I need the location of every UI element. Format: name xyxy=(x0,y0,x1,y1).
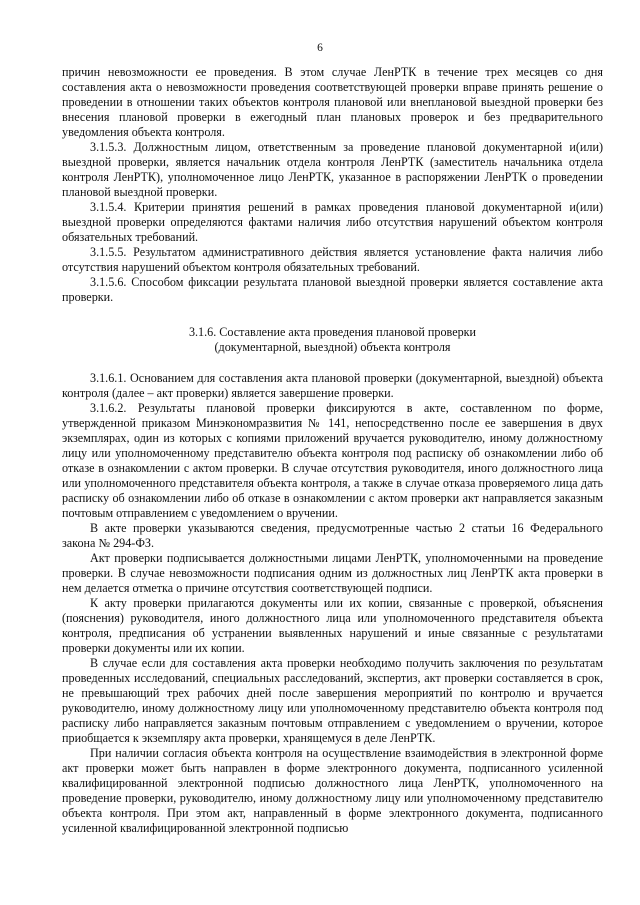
paragraph: 3.1.5.3. Должностным лицом, ответственным за проведение плановой документарной и(или) выездной проверки, является начальник отдела контроля ЛенРТК (заместитель начальника отдела контроля ЛенРТК), уполномоченное лицо ЛенРТК, указанное в распоряжении ЛенРТК о проведении плановой выездной проверки. xyxy=(62,140,603,199)
paragraph: В акте проверки указываются сведения, предусмотренные частью 2 статьи 16 Федерального закона № 294-ФЗ. xyxy=(62,521,603,550)
paragraph: 3.1.6.1. Основанием для составления акта плановой проверки (документарной, выездной) объекта контроля (далее – акт проверки) является завершение проверки. xyxy=(62,371,603,400)
paragraph: причин невозможности ее проведения. В этом случае ЛенРТК в течение трех месяцев со дня составления акта о невозможности проведения соответствующей проверки вправе принять решение о проведении в отношении таких объектов контроля плановой или внеплановой выездной проверки без внесения плановой проверки в ежегодный план плановых проверок и без предварительного уведомления объекта контроля. xyxy=(62,65,603,139)
paragraph: При наличии согласия объекта контроля на осуществление взаимодействия в электронной форме акт проверки может быть направлен в форме электронного документа, подписанного усиленной квалифицированной электронной подписью должностного лица ЛенРТК, уполномоченного на проведение проверки, руководителю, иному должностному лицу или уполномоченному представителю объекта контроля. При этом акт, направленный в форме электронного документа, подписанного усиленной квалифицированной электронной подписью xyxy=(62,746,603,835)
paragraph: 3.1.5.5. Результатом административного действия является установление факта наличия либо отсутствия нарушений объектом контроля обязательных требований. xyxy=(62,245,603,274)
paragraph: 3.1.5.6. Способом фиксации результата плановой выездной проверки является составление акта проверки. xyxy=(62,275,603,304)
paragraph: 3.1.6.2. Результаты плановой проверки фиксируются в акте, составленном по форме, утвержденной приказом Минэкономразвития № 141, непосредственно после ее завершения в двух экземплярах, один из которых с копиями приложений вручается руководителю, иному должностному лицу или уполномоченному представителю объекта контроля под расписку об ознакомлении либо об отказе в ознакомлении с актом проверки. В случае отсутствия руководителя, иного должностного лица или уполномоченного представителя объекта контроля, а также в случае отказа проверяемого лица дать расписку об ознакомлении либо об отказе в ознакомлении с актом проверки акт направляется заказным почтовым отправлением с уведомлением о вручении. xyxy=(62,401,603,520)
section-heading xyxy=(62,325,603,355)
paragraph: Акт проверки подписывается должностными лицами ЛенРТК, уполномоченными на проведение проверки. В случае невозможности подписания одним из должностных лиц ЛенРТК акта проверки в нем делается отметка о причине отсутствия соответствующей подписи. xyxy=(62,551,603,595)
paragraph: К акту проверки прилагаются документы или их копии, связанные с проверкой, объяснения (пояснения) руководителя, иного должностного лица или уполномоченного представителя объекта контроля, предписания об устранении выявленных нарушений и иные связанные с результатами проверки документы или их копии. xyxy=(62,596,603,655)
paragraph: 3.1.5.4. Критерии принятия решений в рамках проведения плановой документарной и(или) выездной проверки определяются фактами наличия либо отсутствия нарушений объектом контроля обязательных требований. xyxy=(62,200,603,244)
paragraph: В случае если для составления акта проверки необходимо получить заключения по результатам проведенных исследований, специальных расследований, экспертиз, акт проверки составляется в срок, не превышающий трех рабочих дней после завершения мероприятий по контролю и вручается руководителю, иному должностному лицу или уполномоченному представителю объекта контроля под расписку либо направляется заказным почтовым отправлением с уведомлением о вручении, которое приобщается к экземпляру акта проверки, хранящемуся в деле ЛенРТК. xyxy=(62,656,603,745)
document-body xyxy=(62,65,603,836)
section-heading-line: (документарной, выездной) объекта контроля xyxy=(214,340,451,354)
page-number: 6 xyxy=(317,42,323,54)
section-heading-line: 3.1.6. Составление акта проведения плановой проверки xyxy=(188,325,477,339)
